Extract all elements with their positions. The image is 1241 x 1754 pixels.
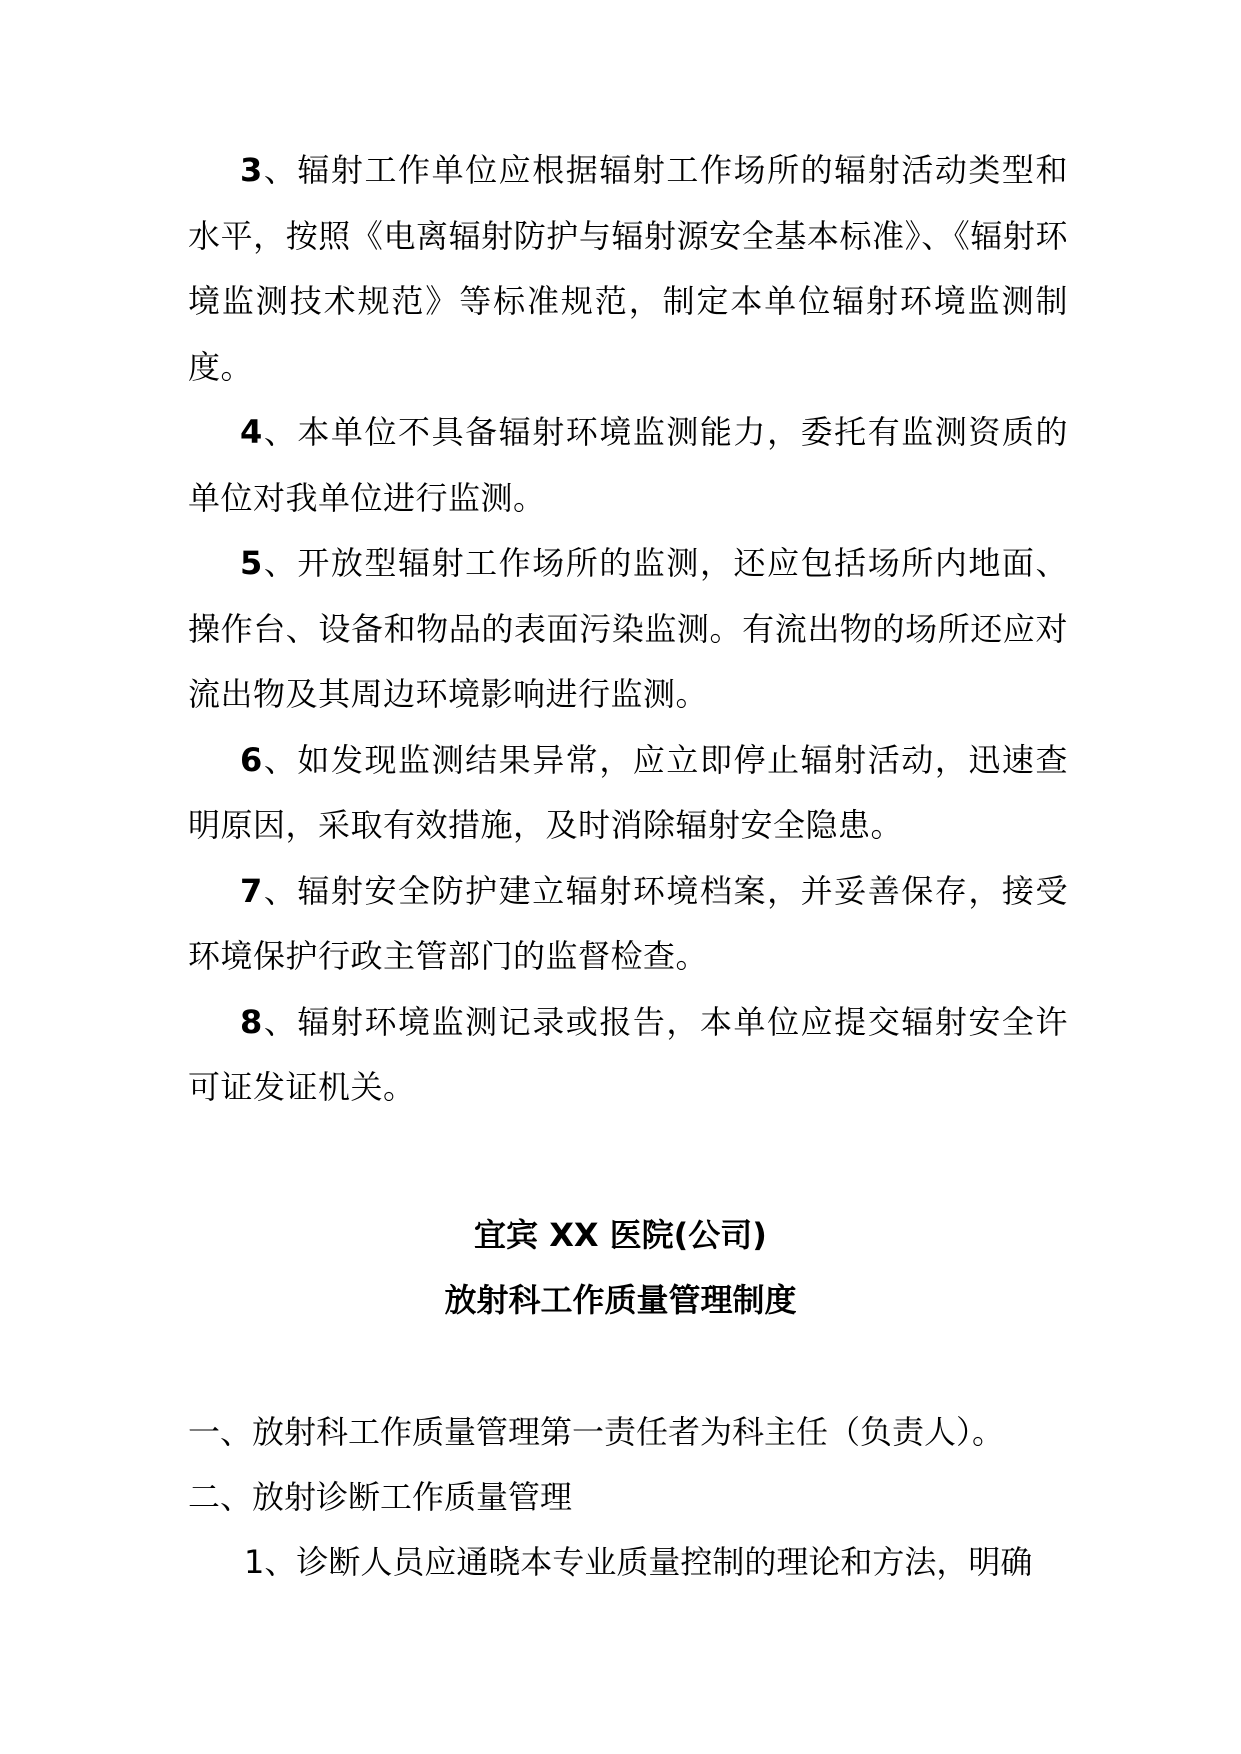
item-text: 、本单位不具备辐射环境监测能力，委托有监测资质的单位对我单位进行监测。 — [188, 413, 1068, 517]
quality-management-section — [188, 1400, 1088, 1595]
item-number: 4 — [240, 413, 263, 451]
item-text: 、开放型辐射工作场所的监测，还应包括场所内地面、操作台、设备和物品的表面污染监测。有流出物的场所还应对流出物及其周边环境影响进行监测。 — [188, 544, 1068, 713]
section-sub-item-1: 1、诊断人员应通晓本专业质量控制的理论和方法，明确 — [244, 1543, 1033, 1581]
regulation-items — [188, 138, 1068, 1121]
item-number: 5 — [240, 544, 263, 582]
section-heading-1: 一、放射科工作质量管理第一责任者为科主任（负责人）。 — [188, 1413, 1005, 1451]
item-number: 7 — [240, 871, 263, 910]
item-text: 、如发现监测结果异常，应立即停止辐射活动，迅速查明原因，采取有效措施，及时消除辐射安全隐患。 — [188, 740, 1068, 844]
item-text: 、辐射安全防护建立辐射环境档案，并妥善保存，接受环境保护行政主管部门的监督检查。 — [188, 871, 1068, 975]
regulation-item-5 — [188, 531, 1068, 728]
regulation-item-3 — [188, 138, 1068, 400]
item-text: 、辐射环境监测记录或报告，本单位应提交辐射安全许可证发证机关。 — [188, 1002, 1068, 1106]
regulation-item-6 — [188, 728, 1068, 859]
regulation-item-8 — [188, 990, 1068, 1121]
item-number: 6 — [240, 740, 263, 779]
item-number: 8 — [240, 1002, 263, 1041]
item-number: 3 — [240, 151, 263, 189]
document-title-regulation: 放射科工作质量管理制度 — [444, 1281, 797, 1319]
regulation-item-4 — [188, 400, 1068, 531]
document-title-organization: 宜宾 XX 医院(公司) — [474, 1216, 767, 1254]
item-text: 、辐射工作单位应根据辐射工作场所的辐射活动类型和水平，按照《电离辐射防护与辐射源安全基本标准》、《辐射环境监测技术规范》等标准规范，制定本单位辐射环境监测制度。 — [188, 151, 1068, 386]
section-heading-2: 二、放射诊断工作质量管理 — [188, 1478, 573, 1516]
regulation-item-7 — [188, 859, 1068, 990]
